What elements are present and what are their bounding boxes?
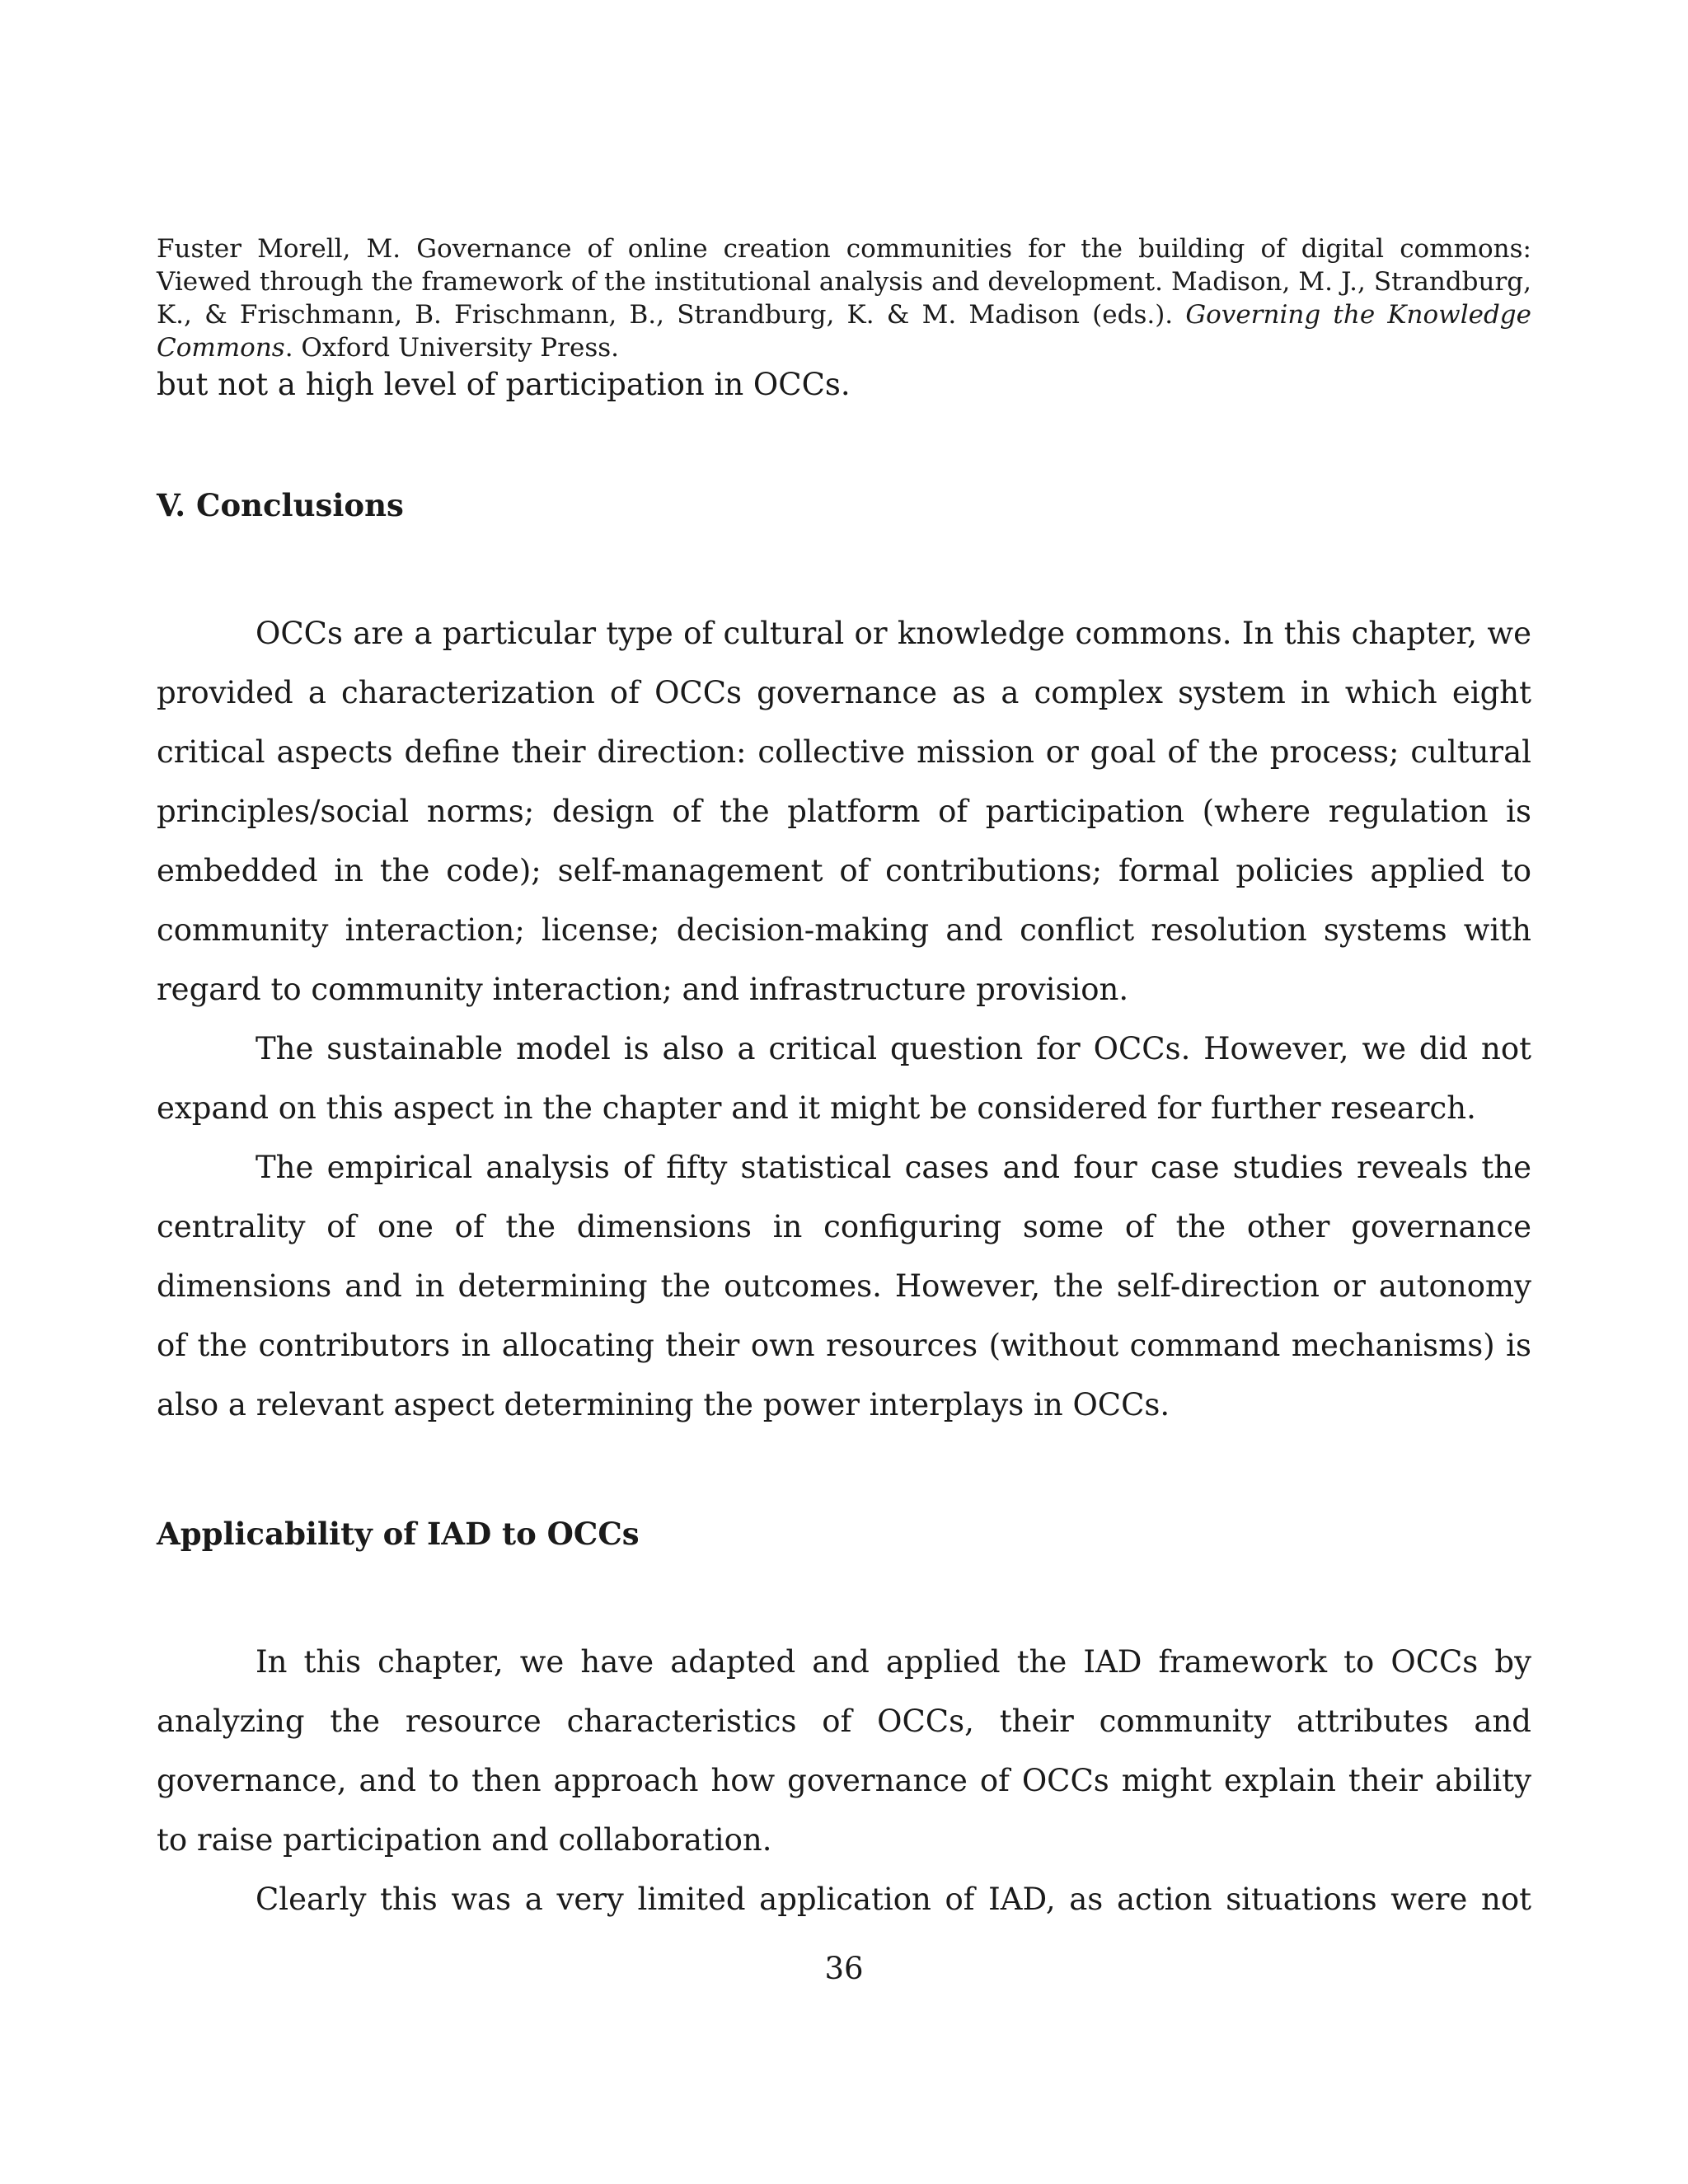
section-heading-applicability: Applicability of IAD to OCCs [157,1516,640,1552]
applicability-paragraph-2: Clearly this was a very limited application of IAD, as action situations were not [256,1882,1531,1917]
citation-note [157,232,1531,364]
page-number: 36 [824,1951,864,1986]
citation-text: Fuster Morell, M. Governance of online creation communities for the building of digital commons: Viewed through the framework of the institutional analysis and development. Madison, M. J., Strandburg, K., & Frischmann, B. Frischmann, B., Strandburg, K. & M. Madison (eds.). [157,234,1531,330]
conclusions-paragraph-2: The sustainable model is also a critical question for OCCs. However, we did not expand on this aspect in the chapter and it might be considered for further research. [157,1031,1531,1126]
applicability-paragraph-1: In this chapter, we have adapted and applied the IAD framework to OCCs by analyzing the resource characteristics of OCCs, their community attributes and governance, and to then approach how governance of OCCs might explain their ability to raise participation and collaboration. [157,1644,1531,1858]
conclusions-paragraph-1: OCCs are a particular type of cultural or knowledge commons. In this chapter, we provided a characterization of OCCs governance as a complex system in which eight critical aspects define their direction: collective mission or goal of the process; cultural principles/social norms; design of the platform of participation (where regulation is embedded in the code); self-management of contributions; formal policies applied to community interaction; license; decision-making and conflict resolution systems with regard to community interaction; and infrastructure provision. [157,616,1531,1007]
conclusions-paragraph-3: The empirical analysis of fifty statistical cases and four case studies reveals the centrality of one of the dimensions in configuring some of the other governance dimensions and in determining the outcomes. However, the self-direction or autonomy of the contributors in allocating their own resources (without command mechanisms) is also a relevant aspect determining the power interplays in OCCs. [157,1150,1531,1422]
section-heading-conclusions: V. Conclusions [157,487,404,523]
citation-book-title: Governing the Knowledge Commons [157,300,1531,363]
citation-publisher: . Oxford University Press. [284,333,620,363]
document-page [157,232,1531,1929]
carryover-line: but not a high level of participation in OCCs. [157,367,851,402]
